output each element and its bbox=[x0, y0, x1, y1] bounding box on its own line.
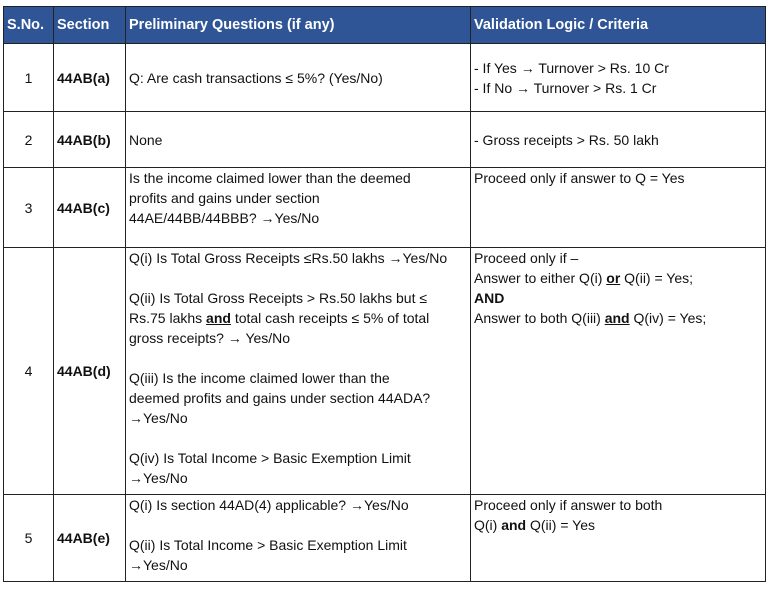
validation-line: - If No → Turnover > Rs. 1 Cr bbox=[474, 79, 657, 96]
header-validation: Validation Logic / Criteria bbox=[471, 7, 766, 44]
row-section: 44AB(b) bbox=[54, 112, 126, 168]
table-row bbox=[4, 168, 766, 248]
table-row bbox=[4, 112, 766, 168]
row-section: 44AB(a) bbox=[54, 44, 126, 112]
validation-line: Proceed only if answer to both bbox=[474, 497, 663, 513]
table-row bbox=[4, 248, 766, 495]
question-q4: Q(iv) Is Total Income > Basic Exemption Limit →Yes/No bbox=[129, 450, 411, 486]
validation-line: AND bbox=[474, 290, 505, 306]
row-question: Q: Are cash transactions ≤ 5%? (Yes/No) bbox=[126, 44, 471, 112]
header-section: Section bbox=[54, 7, 126, 44]
row-validation bbox=[471, 168, 766, 248]
row-section: 44AB(c) bbox=[54, 168, 126, 248]
row-validation bbox=[471, 495, 766, 582]
validation-line: Proceed only if answer to Q = Yes bbox=[474, 170, 685, 186]
row-question bbox=[126, 248, 471, 495]
spacer bbox=[129, 268, 467, 288]
row-question bbox=[126, 168, 471, 248]
validation-line: Proceed only if – bbox=[474, 250, 579, 266]
row-validation bbox=[471, 44, 766, 112]
row-sno: 4 bbox=[4, 248, 54, 495]
row-section: 44AB(d) bbox=[54, 248, 126, 495]
row-question: None bbox=[126, 112, 471, 168]
question-line: Is the income claimed lower than the deemed bbox=[129, 170, 411, 186]
row-sno: 5 bbox=[4, 495, 54, 582]
validation-line: Q(i) and Q(ii) = Yes bbox=[474, 517, 595, 533]
question-q3: Q(iii) Is the income claimed lower than the deemed profits and gains under section 44ADA? →Yes/No bbox=[129, 370, 431, 426]
spacer bbox=[129, 348, 467, 368]
row-validation bbox=[471, 248, 766, 495]
header-questions: Preliminary Questions (if any) bbox=[126, 7, 471, 44]
question-line: 44AE/44BB/44BBB? →Yes/No bbox=[129, 210, 320, 226]
row-sno: 3 bbox=[4, 168, 54, 248]
question-line: profits and gains under section bbox=[129, 190, 320, 206]
question-q1: Q(i) Is Total Gross Receipts ≤Rs.50 lakhs →Yes/No bbox=[129, 250, 448, 266]
row-sno: 1 bbox=[4, 44, 54, 112]
validation-line: Answer to both Q(iii) and Q(iv) = Yes; bbox=[474, 310, 707, 326]
question-q1: Q(i) Is section 44AD(4) applicable? →Yes/No bbox=[129, 497, 409, 513]
question-q2: Q(ii) Is Total Gross Receipts > Rs.50 lakhs but ≤ Rs.75 lakhs and total cash receipts ≤ 5% of total gross receipts? → Yes/No bbox=[129, 290, 430, 346]
row-question bbox=[126, 495, 471, 582]
question-q2: Q(ii) Is Total Income > Basic Exemption Limit →Yes/No bbox=[129, 537, 407, 573]
row-sno: 2 bbox=[4, 112, 54, 168]
header-sno: S.No. bbox=[4, 7, 54, 44]
table-row bbox=[4, 44, 766, 112]
validation-line: - If Yes → Turnover > Rs. 10 Cr bbox=[474, 59, 669, 76]
row-validation bbox=[471, 112, 766, 168]
validation-line: Answer to either Q(i) or Q(ii) = Yes; bbox=[474, 270, 694, 286]
spacer bbox=[129, 428, 467, 448]
table-row bbox=[4, 495, 766, 582]
audit-criteria-table bbox=[3, 6, 766, 582]
spacer bbox=[129, 515, 467, 535]
validation-line: - Gross receipts > Rs. 50 lakh bbox=[474, 131, 659, 148]
header-row bbox=[4, 7, 766, 44]
row-section: 44AB(e) bbox=[54, 495, 126, 582]
